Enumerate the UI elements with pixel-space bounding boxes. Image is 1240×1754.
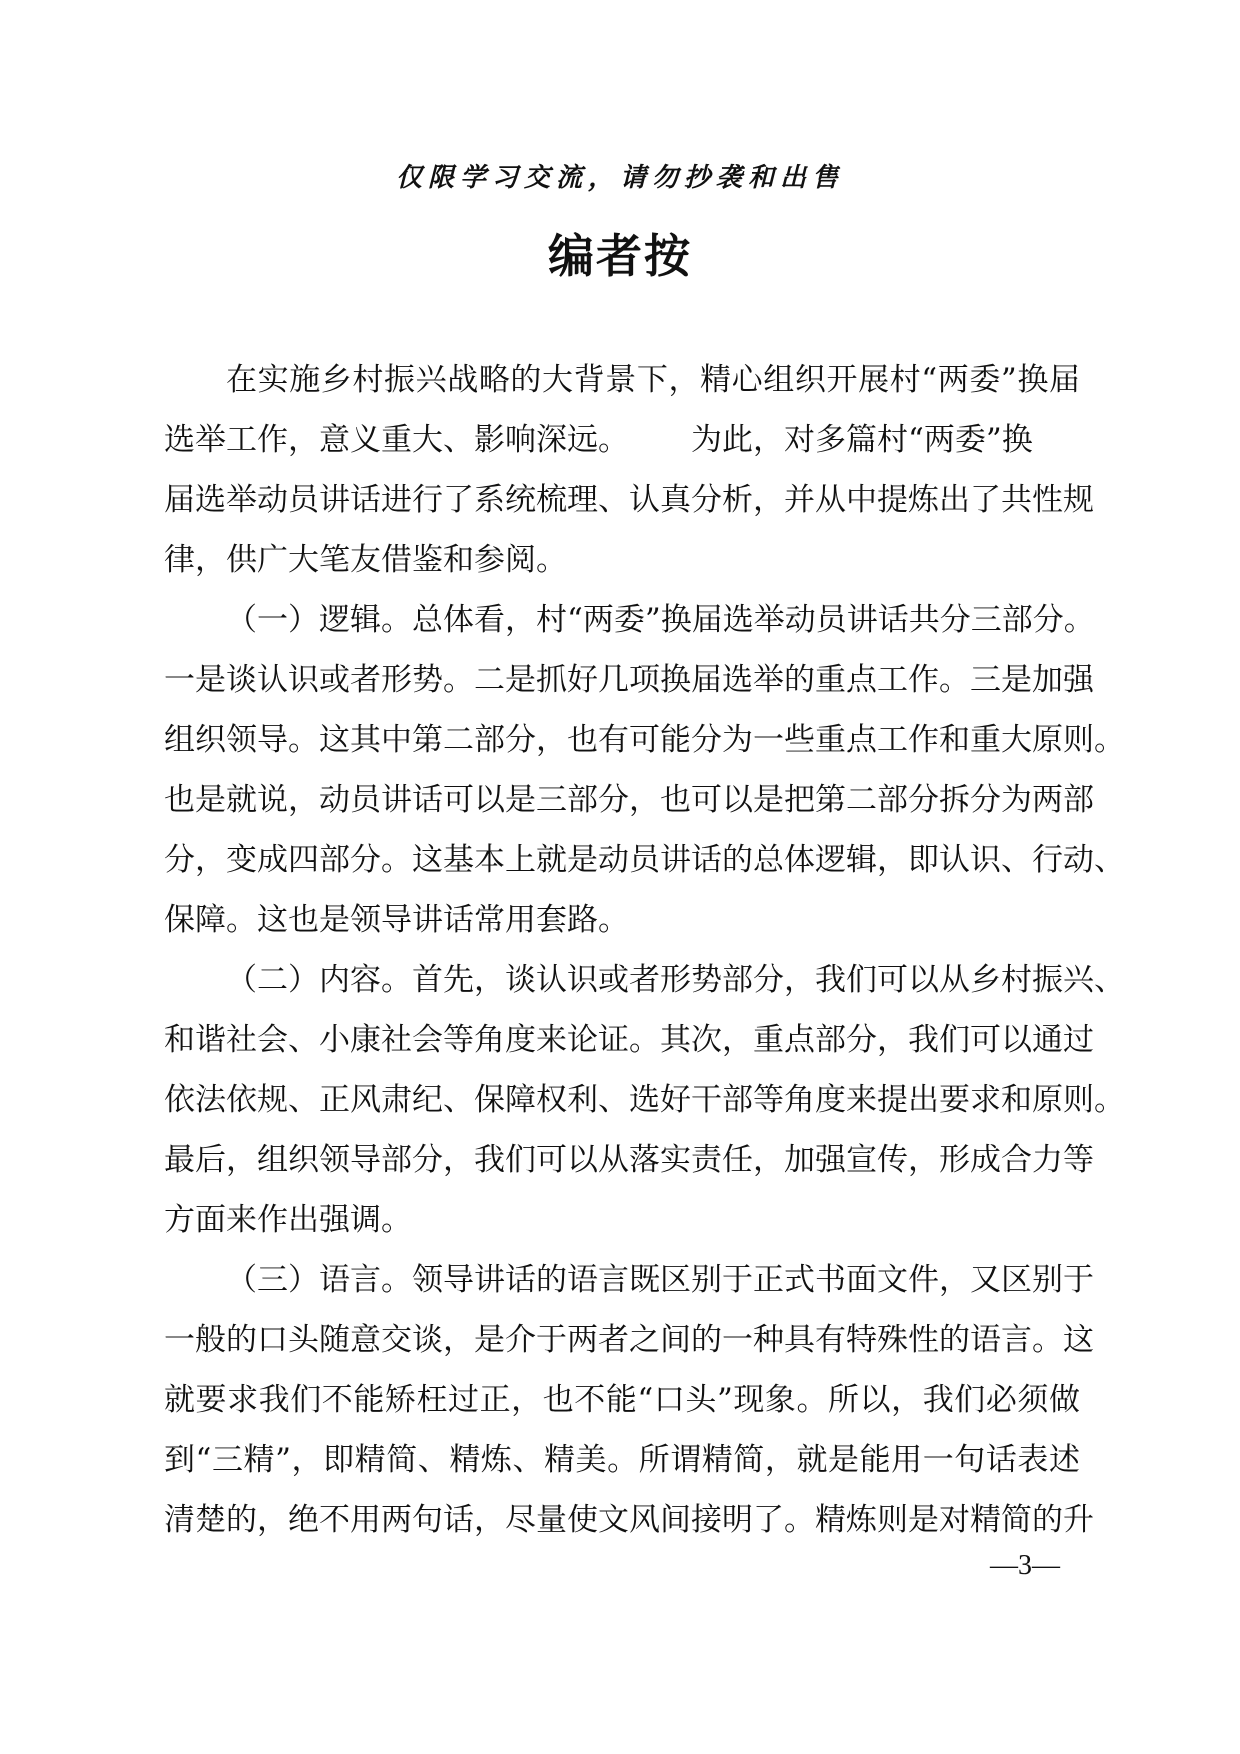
paragraph-line: 律，供广大笔友借鉴和参阅。 [164, 542, 567, 578]
page-number: —3— [990, 1550, 1060, 1581]
paragraph-line: 一般的口头随意交谈，是介于两者之间的一种具有特殊性的语言。这 [164, 1322, 1094, 1358]
paragraph-line: 保障。这也是领导讲话常用套路。 [164, 902, 629, 938]
paragraph-line: 清楚的，绝不用两句话，尽量使文风间接明了。精炼则是对精简的升 [164, 1502, 1094, 1538]
paragraph-line: 依法依规、正风肃纪、保障权利、选好干部等角度来提出要求和原则。 [164, 1082, 1125, 1118]
paragraph-line: 和谐社会、小康社会等角度来论证。其次，重点部分，我们可以通过 [164, 1022, 1094, 1058]
paragraph-line: 方面来作出强调。 [164, 1202, 412, 1238]
paragraph-line: 到“三精”，即精简、精炼、精美。所谓精简，就是能用一句话表述 [164, 1442, 1080, 1478]
paragraph-line: 在实施乡村振兴战略的大背景下，精心组织开展村“两委”换届 [226, 362, 1080, 398]
paragraph-line: （三）语言。领导讲话的语言既区别于正式书面文件，又区别于 [226, 1262, 1094, 1298]
paragraph-line [164, 410, 1080, 470]
copyright-notice: 仅限学习交流，请勿抄袭和出售 [395, 163, 844, 193]
paragraph-line: 最后，组织领导部分，我们可以从落实责任，加强宣传，形成合力等 [164, 1142, 1094, 1178]
paragraph-line: 也是就说，动员讲话可以是三部分，也可以是把第二部分拆分为两部 [164, 782, 1094, 818]
paragraph-line: 届选举动员讲话进行了系统梳理、认真分析，并从中提炼出了共性规 [164, 482, 1094, 518]
paragraph-line: 一是谈认识或者形势。二是抓好几项换届选举的重点工作。三是加强 [164, 662, 1094, 698]
page-title: 编者按 [548, 229, 692, 283]
paragraph-line: 就要求我们不能矫枉过正，也不能“口头”现象。所以，我们必须做 [164, 1382, 1080, 1418]
paragraph-line: （一）逻辑。总体看，村“两委”换届选举动员讲话共分三部分。 [226, 602, 1095, 638]
line-segment: 为此，对多篇村“两委”换 [691, 422, 1033, 458]
paragraph-line: 分，变成四部分。这基本上就是动员讲话的总体逻辑，即认识、行动、 [164, 842, 1125, 878]
article-body [164, 350, 1125, 1550]
line-segment: 选举工作，意义重大、影响深远。 [164, 422, 629, 458]
paragraph-line: （二）内容。首先，谈认识或者形势部分，我们可以从乡村振兴、 [226, 962, 1125, 998]
paragraph-line: 组织领导。这其中第二部分，也有可能分为一些重点工作和重大原则。 [164, 722, 1125, 758]
